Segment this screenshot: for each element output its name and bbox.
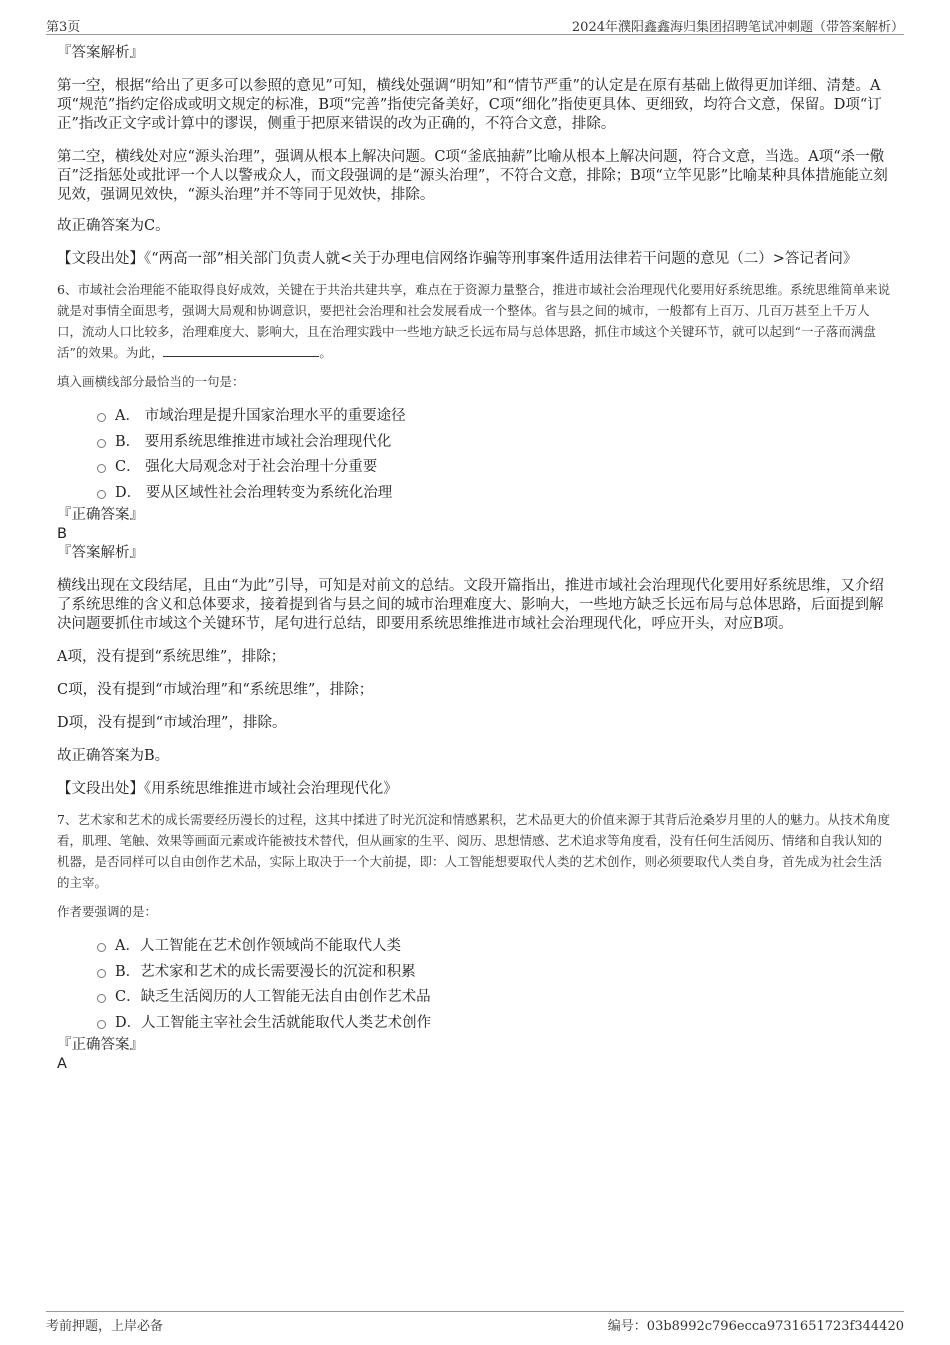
radio-icon[interactable] (97, 1020, 106, 1029)
radio-icon[interactable] (97, 943, 106, 952)
q5-analysis-tag: 『答案解析』 (57, 45, 144, 61)
q6-conclusion: 故正确答案为B。 (57, 748, 170, 764)
page-header (46, 14, 904, 35)
q7-answer: A (57, 1056, 67, 1072)
q6-answer-blank (163, 344, 319, 357)
q6-source: 【文段出处】《用系统思维推进市域社会治理现代化》 (57, 781, 398, 797)
q6-option-d[interactable]: D． 要从区域性社会治理转变为系统化治理 (97, 481, 890, 507)
q7-option-c[interactable]: C．缺乏生活阅历的人工智能无法自由创作艺术品 (97, 985, 890, 1011)
q6-prompt: 填入画横线部分最恰当的一句是： (57, 374, 245, 389)
radio-icon[interactable] (97, 464, 106, 473)
document-title: 2024年濮阳鑫鑫海归集团招聘笔试冲刺题（带答案解析） (571, 20, 904, 35)
radio-icon[interactable] (97, 994, 106, 1003)
q6-analysis-paragraph: 横线出现在文段结尾，且由“为此”引导，可知是对前文的总结。文段开篇指出，推进市域社会治理现代化要用好系统思维，又介绍了系统思维的含义和总体要求，接着提到省与县之间的城市治理难度大、影响大，一些地方缺乏长远布局与总体思路，后面提到解决问题要抓住市域这个关键环节，尾句进行总结，即要用系统思维推进市域社会治理现代化，呼应开头，对应B项。 (57, 578, 884, 632)
q6-option-c[interactable]: C． 强化大局观念对于社会治理十分重要 (97, 455, 890, 481)
q5-source: 【文段出处】《“两高一部”相关部门负责人就<关于办理电信网络诈骗等刑事案件适用法律若干问题的意见（二）>答记者问》 (57, 251, 858, 267)
q7-answer-tag: 『正确答案』 (57, 1037, 144, 1053)
radio-icon[interactable] (97, 969, 106, 978)
page-content (57, 44, 890, 1074)
q6-options (57, 404, 890, 506)
document-code: 编号：03b8992c796ecca9731651723f344420 (607, 1319, 904, 1334)
q6-stem-end: 。 (319, 345, 332, 360)
q6-answer: B (57, 526, 67, 542)
q7-stem: 7、艺术家和艺术的成长需要经历漫长的过程，这其中揉进了时光沉淀和情感累积，艺术品更大的价值来源于其背后沧桑岁月里的人的魅力。从技术角度看，肌理、笔触、效果等画面元素或许能被技术替代，但从画家的生平、阅历、思想情感、艺术追求等角度看，没有任何生活阅历、情绪和自我认知的机器，是否同样可以自由创作艺术品，实际上取决于一个大前提，即：人工智能想要取代人类的艺术创作，则必须要取代人类自身，首先成为社会生活的主宰。 (57, 812, 890, 890)
radio-icon[interactable] (97, 413, 106, 422)
radio-icon[interactable] (97, 490, 106, 499)
q7-options (57, 934, 890, 1036)
footer-slogan: 考前押题，上岸必备 (46, 1319, 164, 1334)
q7-option-d[interactable]: D．人工智能主宰社会生活就能取代人类艺术创作 (97, 1011, 890, 1037)
q5-conclusion: 故正确答案为C。 (57, 218, 170, 234)
q6-analysis-tag: 『答案解析』 (57, 545, 144, 561)
q6-stem-text: 6、市域社会治理能不能取得良好成效，关键在于共治共建共享，难点在于资源力量整合，推进市域社会治理现代化要用好系统思维。系统思维简单来说就是对事情全面思考，强调大局观和协调意识，要把社会治理和社会发展看成一个整体。省与县之间的城市，一般都有上百万、几百万甚至上千万人口，流动人口比较多，治理难度大、影响大，且在治理实践中一些地方缺乏长远布局与总体思路，抓住市域这个关键环节，就可以起到“一子落而满盘活”的效果。为此， (57, 282, 890, 360)
q5-analysis-paragraph-2: 第二空，横线处对应“源头治理”，强调从根本上解决问题。C项“釜底抽薪”比喻从根本上解决问题，符合文意，当选。A项“杀一儆百”泛指惩处或批评一个人以警戒众人，而文段强调的是“源头治理”，不符合文意，排除；B项“立竿见影”比喻某种具体措施能立刻见效，强调见效快，“源头治理”并不等同于见效快，排除。 (57, 149, 888, 203)
q6-option-b[interactable]: B． 要用系统思维推进市域社会治理现代化 (97, 430, 890, 456)
q7-option-a[interactable]: A．人工智能在艺术创作领域尚不能取代人类 (97, 934, 890, 960)
radio-icon[interactable] (97, 439, 106, 448)
q5-analysis-paragraph-1: 第一空，根据“给出了更多可以参照的意见”可知，横线处强调“明知”和“情节严重”的认定是在原有基础上做得更加详细、清楚。A项“规范”指约定俗成或明文规定的标准，B项“完善”指使完备美好，C项“细化”指使更具体、更细致，均符合文意，保留。D项“订正”指改正文字或计算中的谬误，侧重于把原来错误的改为正确的，不符合文意，排除。 (57, 78, 882, 132)
q7-prompt: 作者要强调的是： (57, 904, 158, 919)
q6-option-a[interactable]: A． 市域治理是提升国家治理水平的重要途径 (97, 404, 890, 430)
q7-option-b[interactable]: B．艺术家和艺术的成长需要漫长的沉淀和积累 (97, 960, 890, 986)
q6-analysis-d: D项，没有提到“市域治理”，排除。 (57, 715, 287, 731)
q6-analysis-a: A项，没有提到“系统思维”，排除； (57, 649, 286, 665)
q6-analysis-c: C项，没有提到“市域治理”和“系统思维”，排除； (57, 682, 374, 698)
q6-answer-tag: 『正确答案』 (57, 507, 144, 523)
page-number: 第3页 (46, 20, 81, 35)
page-footer (46, 1311, 904, 1336)
q6-stem (57, 279, 890, 363)
